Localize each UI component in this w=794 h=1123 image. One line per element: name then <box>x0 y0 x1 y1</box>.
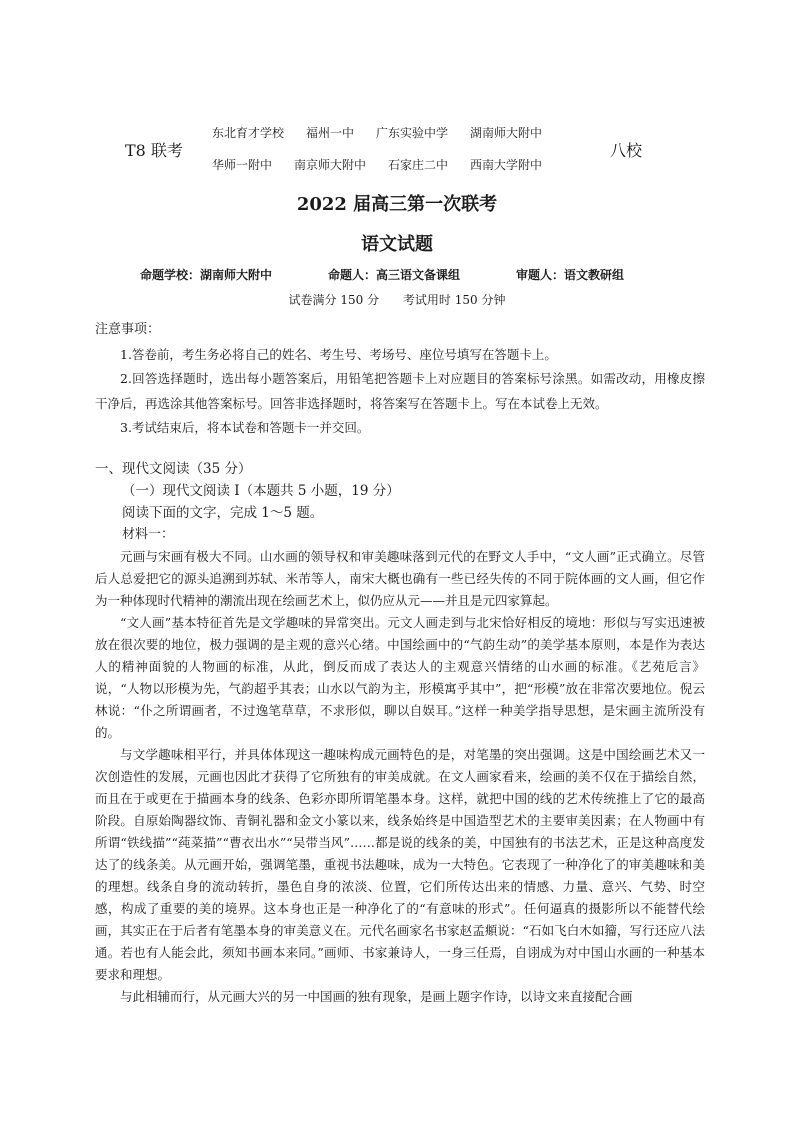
joint-exam-label: T8 联考 <box>125 141 183 160</box>
exam-duration: 考试用时 150 分钟 <box>402 293 506 307</box>
reading-instruction: 阅读下面的文字，完成 1～5 题。 <box>122 505 324 521</box>
school-name: 福州一中 <box>306 126 355 140</box>
passage-paragraph: 与此相辅而行，从元画大兴的另一中国画的独有现象，是画上题字作诗，以诗文来直接配合画 <box>120 989 633 1004</box>
reading-section <box>95 458 705 1008</box>
exam-score-time <box>0 291 794 308</box>
school-name: 广东实验中学 <box>376 126 449 140</box>
school-list-row-1 <box>212 124 564 141</box>
subsection-title: （一）现代文阅读 I（本题共 5 小题，19 分） <box>122 483 400 499</box>
reviewer: 审题人：语文教研组 <box>516 268 625 282</box>
school-name: 华师一附中 <box>212 158 273 172</box>
school-name: 南京师大附中 <box>294 158 367 172</box>
notice-section <box>95 318 705 441</box>
school-name: 东北育才学校 <box>212 126 285 140</box>
section-title: 一、现代文阅读（35 分） <box>95 461 252 477</box>
school-name: 湖南师大附中 <box>470 126 543 140</box>
notice-item: 3.考试结束后，将本试卷和答题卡一并交回。 <box>120 420 370 435</box>
notice-title: 注意事项： <box>95 322 161 337</box>
exam-credits <box>140 266 680 283</box>
notice-item: 2.回答选择题时，选出每小题答案后，用铅笔把答题卡上对应题目的答案标号涂黑。如需改动，用橡皮擦干净后，再选涂其他答案标号。回答非选择题时，将答案写在答题卡上。写在本试卷上无效。 <box>95 371 705 411</box>
material-label: 材料一： <box>122 527 175 542</box>
eight-schools-label: 八校 <box>610 141 643 160</box>
school-list-row-2 <box>212 156 564 173</box>
exam-header <box>0 118 794 178</box>
passage-paragraph: “文人画”基本特征首先是文学趣味的异常突出。元文人画走到与北宋恰好相反的境地：形似与写实迅速被放在很次要的地位，极力强调的是主观的意兴心绪。中国绘画中的“气韵生动”的美学基本原则，本是作为表达人的精神面貌的人物画的标准，从此，倒反而成了表达人的主观意兴情绪的山水画的标准。《艺苑卮言》说，“人物以形模为先，气韵超乎其表；山水以气韵为主，形模寓乎其中”，把“形模”放在非常次要地位。倪云林说：“仆之所谓画者，不过逸笔草草，不求形似，聊以自娱耳。”这样一种美学指导思想，是宋画主流所没有的。 <box>95 615 705 740</box>
full-score: 试卷满分 150 分 <box>288 293 380 307</box>
notice-item: 1.答卷前，考生务必将自己的姓名、考生号、考场号、座位号填写在答题卡上。 <box>120 346 557 362</box>
question-author: 命题人：高三语文备课组 <box>328 268 461 282</box>
passage-paragraph: 元画与宋画有极大不同。山水画的领导权和审美趣味落到元代的在野文人手中，“文人画”正式确立。尽管后人总爱把它的源头追溯到苏轼、米芾等人，南宋大概也确有一些已经失传的不同于院体画的文人画，但它作为一种体现时代精神的潮流出现在绘画艺术上，似仍应从元——并且是元四家算起。 <box>95 549 705 608</box>
setting-school: 命题学校：湖南师大附中 <box>140 268 273 282</box>
school-name: 西南大学附中 <box>470 158 543 172</box>
school-name: 石家庄二中 <box>388 158 449 172</box>
exam-title: 2022 届高三第一次联考 <box>296 194 498 215</box>
subject-title: 语文试题 <box>361 234 433 255</box>
passage-paragraph: 与文学趣味相平行，并具体体现这一趣味构成元画特色的是，对笔墨的突出强调。这是中国绘画艺术又一次创造性的发展，元画也因此才获得了它所独有的审美成就。在文人画家看来，绘画的美不仅在于描绘自然，而且在于或更在于描画本身的线条、色彩亦即所谓笔墨本身。这样，就把中国的线的艺术传统推上了它的最高阶段。自原始陶器纹饰、青铜礼器和金文小篆以来，线条始终是中国造型艺术的主要审美因素；在人物画中有所谓“铁线描”“莼菜描”“曹衣出水”“吴带当风”……都是说的线条的美，中国独有的书法艺术，正是这种高度发达了的线条美。从元画开始，强调笔墨，重视书法趣味，成为一大特色。它表现了一种净化了的审美趣味和美的理想。线条自身的流动转折，墨色自身的浓淡、位置，它们所传达出来的情感、力量、意兴、气势、时空感，构成了重要的美的境界。这本身也正是一种净化了的“有意味的形式”。任何逼真的摄影所以不能替代绘画，其实正在于后者有笔墨本身的审美意义在。元代名画家名书家赵孟頫说：“石如飞白木如籀，写行还应八法通。若也有人能会此，须知书画本来同。”画师、书家兼诗人，一身三任焉，自诩成为对中国山水画的一种基本要求和理想。 <box>95 747 705 982</box>
